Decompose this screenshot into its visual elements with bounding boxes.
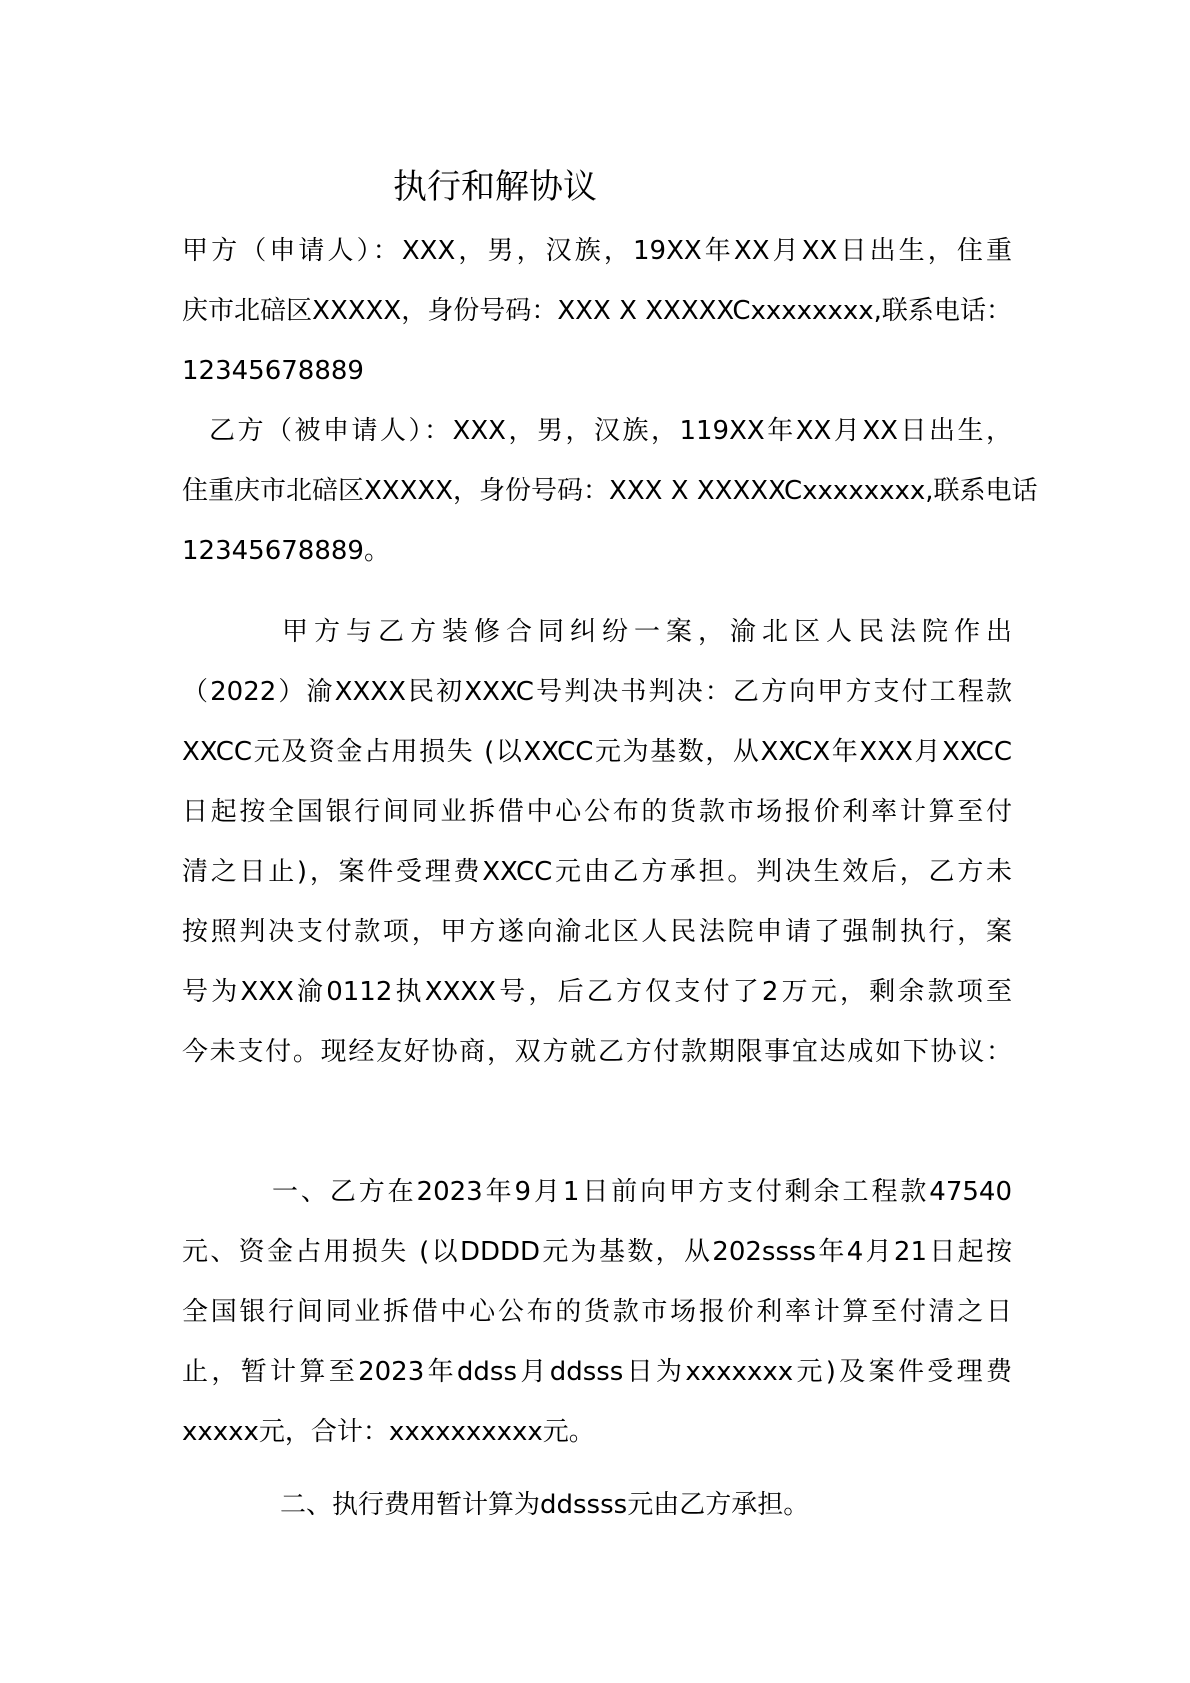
background-line-1: 甲方与乙方装修合同纠纷一案，渝北区人民法院作出: [282, 617, 1012, 647]
background-line-6: 按照判决支付款项，甲方遂向渝北区人民法院申请了强制执行，案: [182, 917, 1012, 947]
background-line-2: （2022）渝XXXX民初XXXC号判决书判决：乙方向甲方支付工程款: [182, 677, 1012, 707]
clause-2-line-1: 二、执行费用暂计算为ddssss元由乙方承担。: [280, 1490, 810, 1520]
clause-1-line-3: 全国银行间同业拆借中心公布的货款市场报价利率计算至付清之日: [182, 1297, 1012, 1327]
party-a-line-3: 12345678889: [182, 356, 364, 386]
clause-1-line-1: 一、乙方在2023年9月1日前向甲方支付剩余工程款47540: [272, 1177, 1012, 1207]
background-line-8: 今未支付。现经友好协商，双方就乙方付款期限事宜达成如下协议：: [182, 1037, 1012, 1067]
background-line-4: 日起按全国银行间同业拆借中心公布的货款市场报价利率计算至付: [182, 797, 1012, 827]
background-line-3: XXCC元及资金占用损失 (以XXCC元为基数，从XXCX年XXX月XXCC: [182, 737, 1012, 767]
background-line-5: 清之日止)，案件受理费XXCC元由乙方承担。判决生效后，乙方未: [182, 857, 1012, 887]
party-a-line-1: 甲方（申请人）：XXX，男，汉族，19XX年XX月XX日出生，住重: [182, 236, 1012, 266]
clause-1-line-4: 止，暂计算至2023年ddss月ddsss日为xxxxxxx元)及案件受理费: [182, 1357, 1012, 1387]
clause-1-line-2: 元、资金占用损失 (以DDDD元为基数，从202ssss年4月21日起按: [182, 1237, 1012, 1267]
party-b-line-3: 12345678889。: [182, 536, 390, 566]
clause-1-line-5: xxxxx元，合计：xxxxxxxxxx元。: [182, 1417, 595, 1447]
party-a-line-2: 庆市北碚区XXXXX，身份号码：XXX X XXXXXCxxxxxxxx,联系电话：: [182, 296, 1012, 326]
party-b-line-1: 乙方（被申请人）：XXX，男，汉族，119XX年XX月XX日出生，: [209, 416, 1012, 446]
party-b-line-2: 住重庆市北碚区XXXXX，身份号码：XXX X XXXXXCxxxxxxxx,联系电话: [182, 476, 1038, 506]
background-line-7: 号为XXX渝0112执XXXX号，后乙方仅支付了2万元，剩余款项至: [182, 977, 1012, 1007]
document-title: 执行和解协议: [393, 167, 597, 207]
